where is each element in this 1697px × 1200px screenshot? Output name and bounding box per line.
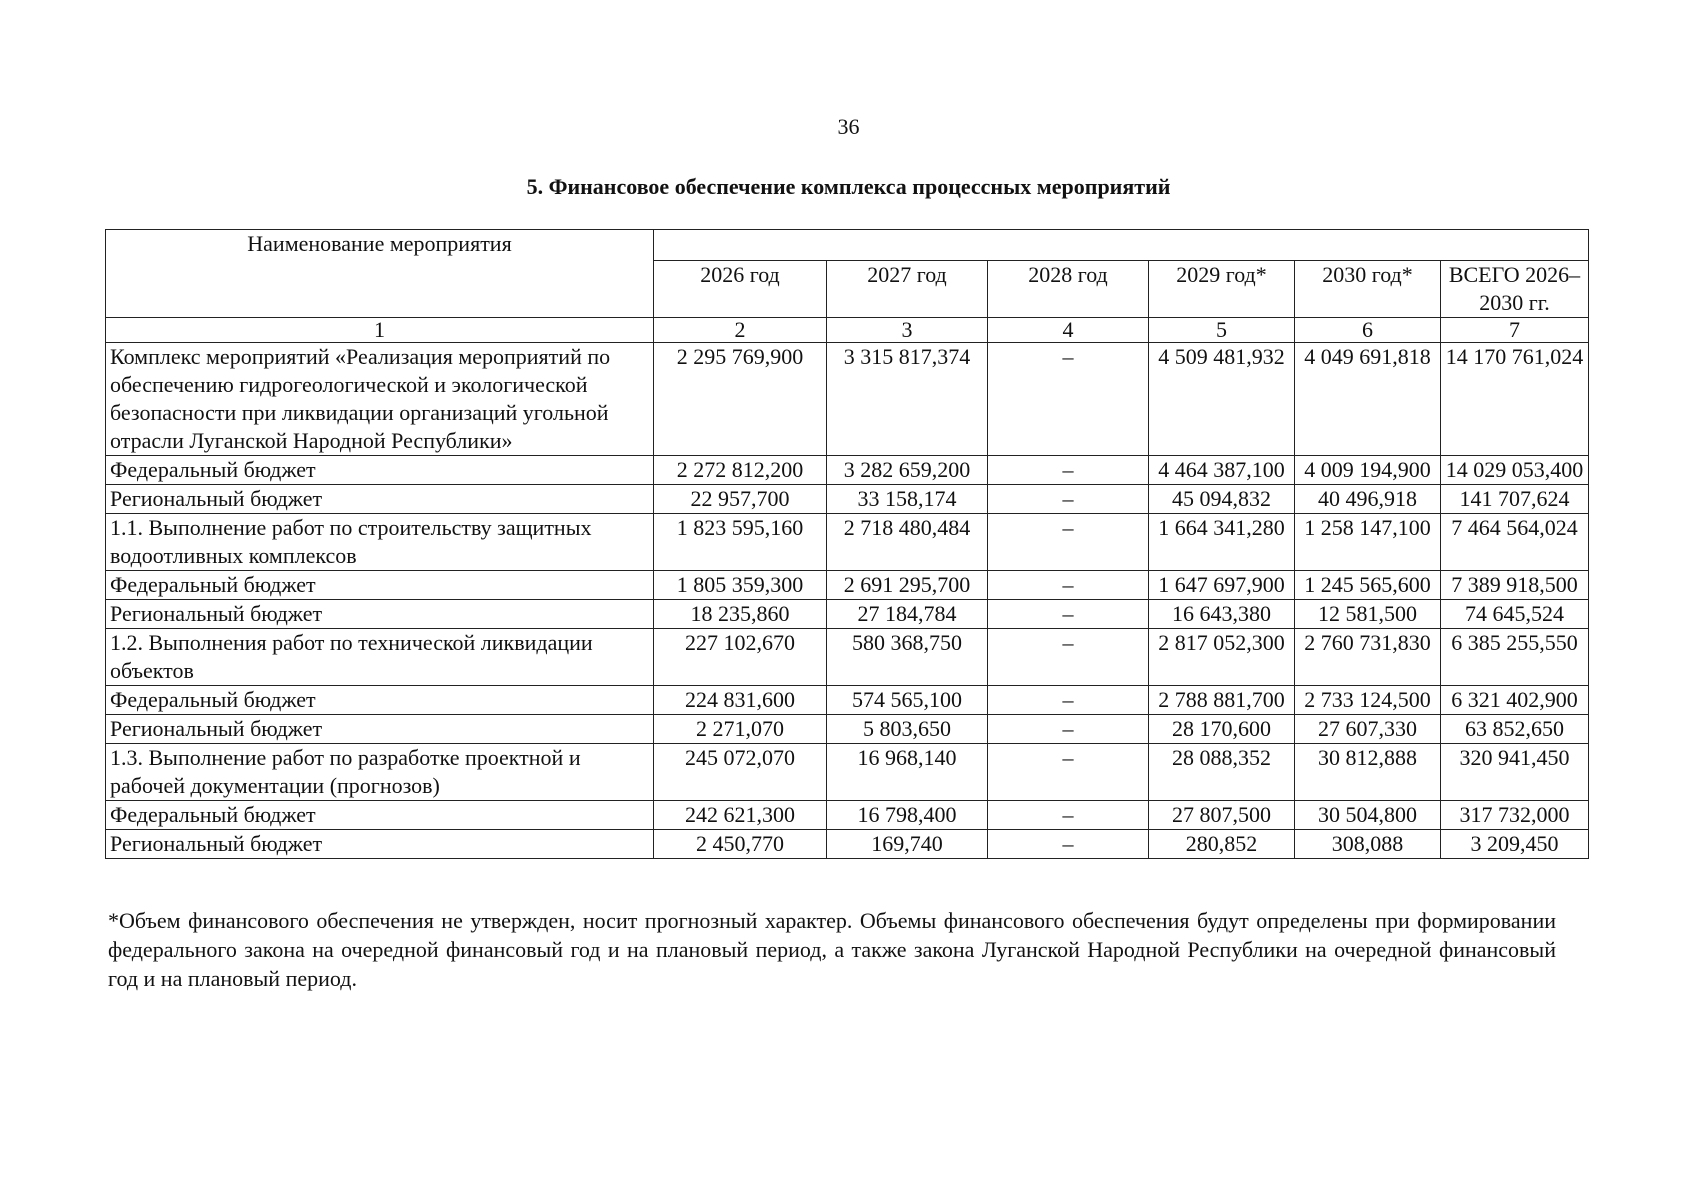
table-row <box>106 485 1589 514</box>
column-number: 6 <box>1295 318 1441 343</box>
table-row <box>106 715 1589 744</box>
value-cell: – <box>988 600 1149 629</box>
value-cell: 169,740 <box>827 830 988 859</box>
column-number: 3 <box>827 318 988 343</box>
value-cell: 245 072,070 <box>654 744 827 801</box>
value-cell: 227 102,670 <box>654 629 827 686</box>
value-cell: 45 094,832 <box>1149 485 1295 514</box>
table-row <box>106 830 1589 859</box>
total-header: ВСЕГО 2026–2030 гг. <box>1441 261 1589 318</box>
value-cell: 63 852,650 <box>1441 715 1589 744</box>
value-cell: 4 049 691,818 <box>1295 343 1441 456</box>
value-cell: 28 088,352 <box>1149 744 1295 801</box>
year-header: 2030 год* <box>1295 261 1441 318</box>
section-title: 5. Финансовое обеспечение комплекса процессных мероприятий <box>526 174 1171 199</box>
value-cell: 7 389 918,500 <box>1441 571 1589 600</box>
value-cell: 7 464 564,024 <box>1441 514 1589 571</box>
value-cell: 22 957,700 <box>654 485 827 514</box>
row-name: Региональный бюджет <box>106 830 654 859</box>
value-cell: 2 272 812,200 <box>654 456 827 485</box>
value-cell: – <box>988 343 1149 456</box>
value-cell: 6 321 402,900 <box>1441 686 1589 715</box>
year-header: 2027 год <box>827 261 988 318</box>
value-cell: 5 803,650 <box>827 715 988 744</box>
value-cell: 242 621,300 <box>654 801 827 830</box>
value-cell: 28 170,600 <box>1149 715 1295 744</box>
value-cell: – <box>988 629 1149 686</box>
value-cell: – <box>988 744 1149 801</box>
value-cell: 3 282 659,200 <box>827 456 988 485</box>
value-cell: – <box>988 830 1149 859</box>
header-row <box>106 230 1589 261</box>
value-cell: 18 235,860 <box>654 600 827 629</box>
value-cell: 320 941,450 <box>1441 744 1589 801</box>
value-cell: – <box>988 514 1149 571</box>
row-name: Федеральный бюджет <box>106 571 654 600</box>
column-number: 4 <box>988 318 1149 343</box>
value-cell: 30 504,800 <box>1295 801 1441 830</box>
value-cell: 27 807,500 <box>1149 801 1295 830</box>
value-cell: 2 691 295,700 <box>827 571 988 600</box>
value-cell: 40 496,918 <box>1295 485 1441 514</box>
column-number-row <box>106 318 1589 343</box>
value-cell: – <box>988 801 1149 830</box>
value-cell: 2 760 731,830 <box>1295 629 1441 686</box>
value-cell: 2 271,070 <box>654 715 827 744</box>
value-cell: – <box>988 686 1149 715</box>
value-cell: 30 812,888 <box>1295 744 1441 801</box>
row-name: Федеральный бюджет <box>106 456 654 485</box>
value-cell: 1 805 359,300 <box>654 571 827 600</box>
table-row <box>106 801 1589 830</box>
row-name: 1.1. Выполнение работ по строительству защитных водоотливных комплексов <box>106 514 654 571</box>
value-cell: 33 158,174 <box>827 485 988 514</box>
value-cell: 6 385 255,550 <box>1441 629 1589 686</box>
value-cell: 317 732,000 <box>1441 801 1589 830</box>
year-header: 2026 год <box>654 261 827 318</box>
row-name: Региональный бюджет <box>106 600 654 629</box>
value-cell: 141 707,624 <box>1441 485 1589 514</box>
column-number: 2 <box>654 318 827 343</box>
table-row <box>106 456 1589 485</box>
value-cell: 2 788 881,700 <box>1149 686 1295 715</box>
value-cell: 1 647 697,900 <box>1149 571 1295 600</box>
value-cell: – <box>988 571 1149 600</box>
value-cell: 308,088 <box>1295 830 1441 859</box>
value-cell: 280,852 <box>1149 830 1295 859</box>
value-cell: 14 170 761,024 <box>1441 343 1589 456</box>
column-number: 7 <box>1441 318 1589 343</box>
value-cell: 1 664 341,280 <box>1149 514 1295 571</box>
table-row <box>106 744 1589 801</box>
column-number: 5 <box>1149 318 1295 343</box>
row-name: Федеральный бюджет <box>106 686 654 715</box>
row-name: Региональный бюджет <box>106 485 654 514</box>
row-name: 1.2. Выполнения работ по технической ликвидации объектов <box>106 629 654 686</box>
year-header: 2029 год* <box>1149 261 1295 318</box>
value-cell: – <box>988 456 1149 485</box>
table-row <box>106 600 1589 629</box>
financing-table <box>105 229 1589 859</box>
row-name: 1.3. Выполнение работ по разработке проектной и рабочей документации (прогнозов) <box>106 744 654 801</box>
value-cell: 1 258 147,100 <box>1295 514 1441 571</box>
value-cell: 16 798,400 <box>827 801 988 830</box>
row-name: Комплекс мероприятий «Реализация мероприятий по обеспечению гидрогеологической и экологической безопасности при ликвидации организаций угольной отрасли Луганской Народной Республики» <box>106 343 654 456</box>
value-cell: 4 464 387,100 <box>1149 456 1295 485</box>
row-name: Федеральный бюджет <box>106 801 654 830</box>
row-name: Региональный бюджет <box>106 715 654 744</box>
column-number: 1 <box>106 318 654 343</box>
value-cell: 4 509 481,932 <box>1149 343 1295 456</box>
value-cell: 27 184,784 <box>827 600 988 629</box>
value-cell: 74 645,524 <box>1441 600 1589 629</box>
value-cell: 1 245 565,600 <box>1295 571 1441 600</box>
value-cell: 2 450,770 <box>654 830 827 859</box>
table-row <box>106 571 1589 600</box>
value-cell: 574 565,100 <box>827 686 988 715</box>
value-cell: 1 823 595,160 <box>654 514 827 571</box>
value-cell: 4 009 194,900 <box>1295 456 1441 485</box>
table-row <box>106 343 1589 456</box>
year-header: 2028 год <box>988 261 1149 318</box>
years-group-header <box>654 230 1589 261</box>
value-cell: – <box>988 715 1149 744</box>
value-cell: – <box>988 485 1149 514</box>
value-cell: 27 607,330 <box>1295 715 1441 744</box>
value-cell: 2 718 480,484 <box>827 514 988 571</box>
value-cell: 14 029 053,400 <box>1441 456 1589 485</box>
value-cell: 3 209,450 <box>1441 830 1589 859</box>
value-cell: 3 315 817,374 <box>827 343 988 456</box>
table-row <box>106 629 1589 686</box>
value-cell: 12 581,500 <box>1295 600 1441 629</box>
table-body <box>106 230 1589 859</box>
table-row <box>106 514 1589 571</box>
table-row <box>106 686 1589 715</box>
value-cell: 16 968,140 <box>827 744 988 801</box>
value-cell: 16 643,380 <box>1149 600 1295 629</box>
value-cell: 580 368,750 <box>827 629 988 686</box>
footnote: *Объем финансового обеспечения не утвержден, носит прогнозный характер. Объемы финансового обеспечения будут определены при формировании федерального закона на очередной финансовый год и на плановый период, а также закона Луганской Народной Республики на очередной финансовый год и на плановый период. <box>108 908 1556 991</box>
value-cell: 2 733 124,500 <box>1295 686 1441 715</box>
value-cell: 224 831,600 <box>654 686 827 715</box>
value-cell: 2 817 052,300 <box>1149 629 1295 686</box>
value-cell: 2 295 769,900 <box>654 343 827 456</box>
page-number: 36 <box>837 114 860 139</box>
name-column-header: Наименование мероприятия <box>106 230 654 318</box>
